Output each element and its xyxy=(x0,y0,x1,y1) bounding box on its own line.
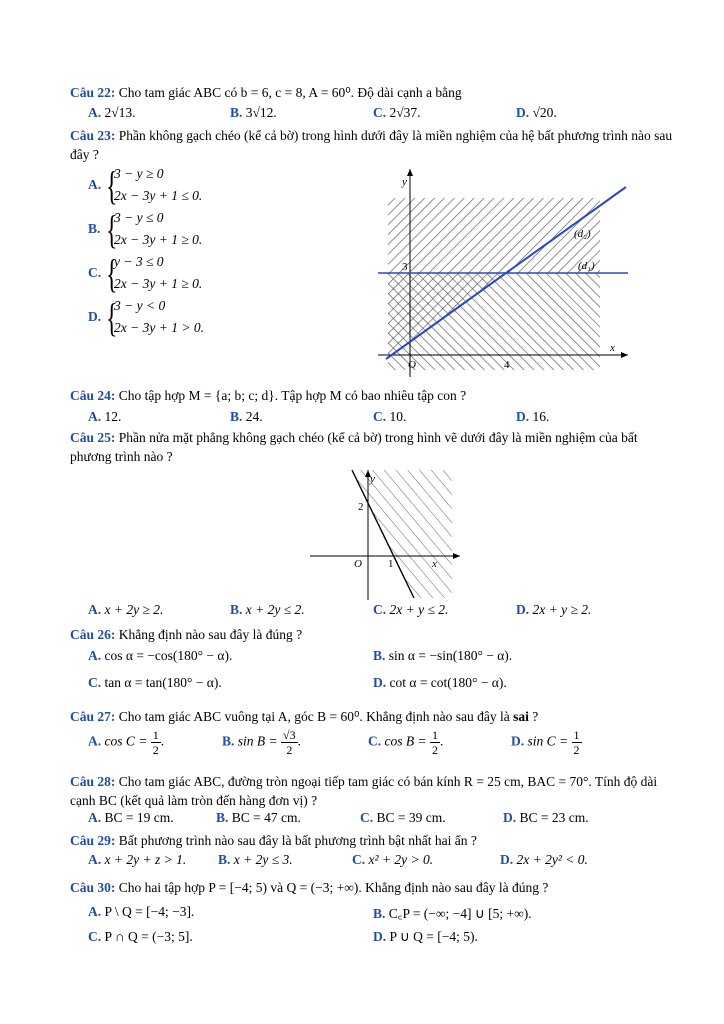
question-25 xyxy=(70,428,674,466)
question-22 xyxy=(70,83,674,102)
option-d[interactable]: D. 2x + 2y² < 0. xyxy=(500,852,588,867)
brace-icon: { xyxy=(106,163,118,208)
hatched-region xyxy=(352,470,452,598)
question-text: Cho tập hợp M = {a; b; c; d}. Tập hợp M có bao nhiêu tập con ? xyxy=(118,388,467,403)
figure-q23 xyxy=(378,165,634,377)
arrow-icon xyxy=(453,553,460,559)
brace-icon: { xyxy=(106,207,118,252)
option-a[interactable]: A. cos C = $\frac{1}{2}$ . xyxy=(88,728,165,757)
option-a[interactable]: A. x + 2y + z > 1. xyxy=(88,852,187,867)
brace-icon: { xyxy=(106,295,118,340)
fraction: $\frac{√3}{2}$ xyxy=(283,728,296,757)
label-origin: O xyxy=(408,359,416,371)
question-23 xyxy=(70,126,674,164)
question-number: Câu 25: xyxy=(70,430,116,445)
option-a[interactable]: A. BC = 19 cm. xyxy=(88,810,174,825)
question-number: Câu 28: xyxy=(70,774,116,789)
option-d[interactable]: D. sin C = $\frac{1}{2}$ xyxy=(511,728,580,757)
question-24 xyxy=(70,386,674,405)
arrow-icon xyxy=(407,169,413,176)
tick-x: 1 xyxy=(388,558,394,570)
question-26 xyxy=(70,625,674,644)
option-a[interactable]: A. 2√13. xyxy=(88,105,136,120)
question-text: Cho tam giác ABC có b = 6, c = 8, A = 60⁰. Độ dài cạnh a bằng xyxy=(118,85,462,100)
option-c[interactable]: C. BC = 39 cm. xyxy=(360,810,446,825)
option-a[interactable]: A. 12. xyxy=(88,409,122,424)
question-30 xyxy=(70,878,674,897)
question-28 xyxy=(70,772,674,810)
question-text: Cho tam giác ABC vuông tại A, góc B = 60⁰. Khẳng định nào sau đây là xyxy=(118,709,514,724)
option-c[interactable]: C. 2√37. xyxy=(373,105,421,120)
option-b[interactable]: B. 24. xyxy=(230,409,263,424)
label-y: y xyxy=(370,473,375,485)
option-b[interactable]: B. BC = 47 cm. xyxy=(216,810,301,825)
label-y: y xyxy=(402,176,407,188)
option-d[interactable]: D. BC = 23 cm. xyxy=(503,810,589,825)
fraction: $\frac{1}{2}$ xyxy=(152,728,159,757)
arrow-icon xyxy=(621,352,628,358)
brace-icon: { xyxy=(106,251,118,296)
tick-y: 2 xyxy=(358,501,364,513)
fraction: $\frac{1}{2}$ xyxy=(431,728,438,757)
question-text: Phần không gạch chéo (kể cả bờ) trong hình dưới đây là miền nghiệm của hệ bất phương trình nào sau đây ? xyxy=(70,128,673,162)
question-number: Câu 23: xyxy=(70,128,116,143)
question-number: Câu 29: xyxy=(70,833,116,848)
option-a[interactable]: A. x + 2y ≥ 2. xyxy=(88,602,164,617)
question-text: Phần nửa mặt phẳng không gạch chéo (kể cả bờ) trong hình vẽ dưới đây là miền nghiệm của bất phương trình nào ? xyxy=(70,430,638,464)
option-b[interactable]: B. x + 2y ≤ 2. xyxy=(230,602,305,617)
label-origin: O xyxy=(354,558,362,570)
figure-q25 xyxy=(310,466,462,602)
question-number: Câu 27: xyxy=(70,709,116,724)
question-number: Câu 22: xyxy=(70,85,116,100)
option-c[interactable]: C. P ∩ Q = (−3; 5]. xyxy=(88,929,193,944)
option-d[interactable]: D. 16. xyxy=(516,409,550,424)
option-c[interactable]: C. x² + 2y > 0. xyxy=(352,852,434,867)
label-x: x xyxy=(432,558,437,570)
option-c[interactable]: C. 10. xyxy=(373,409,407,424)
option-c[interactable]: C. tan α = tan(180° − α). xyxy=(88,675,222,690)
option-b[interactable]: B. sin α = −sin(180° − α). xyxy=(373,648,513,663)
question-number: Câu 26: xyxy=(70,627,116,642)
label-d1: (d₁) xyxy=(578,260,595,272)
question-number: Câu 24: xyxy=(70,388,116,403)
question-number: Câu 30: xyxy=(70,880,116,895)
option-d[interactable]: D. 2x + y ≥ 2. xyxy=(516,602,592,617)
option-a[interactable]: A. cos α = −cos(180° − α). xyxy=(88,648,233,663)
label-x: x xyxy=(610,342,615,354)
option-d[interactable]: D. cot α = cot(180° − α). xyxy=(373,675,507,690)
hatched-region xyxy=(388,198,600,273)
question-text: Cho tam giác ABC, đường tròn ngoại tiếp tam giác có bán kính R = 25 cm, BAC = 70°. Tính độ dài cạnh BC (kết quả làm tròn đến hàng đơn vị) ? xyxy=(70,774,658,808)
tick-y: 3 xyxy=(402,261,408,273)
option-d[interactable]: D. √20. xyxy=(516,105,557,120)
emphasis-text: sai xyxy=(513,709,529,724)
tick-x: 4 xyxy=(504,359,510,371)
option-b[interactable]: B. x + 2y ≤ 3. xyxy=(218,852,293,867)
option-c[interactable]: C. cos B = $\frac{1}{2}$ . xyxy=(368,728,444,757)
option-b[interactable]: B. sin B = $\frac{√3}{2}$ . xyxy=(222,728,301,757)
fraction: $\frac{1}{2}$ xyxy=(573,728,580,757)
option-c[interactable]: C. 2x + y ≤ 2. xyxy=(373,602,449,617)
question-27: Câu 27: Cho tam giác ABC vuông tại A, góc B = 60⁰. Khẳng định nào sau đây là sai ? xyxy=(70,709,539,724)
question-29 xyxy=(70,831,674,850)
option-d[interactable]: D. P ∪ Q = [−4; 5). xyxy=(373,929,478,944)
option-a[interactable]: A. P \ Q = [−4; −3]. xyxy=(88,904,195,919)
question-text: Khẳng định nào sau đây là đúng ? xyxy=(118,627,303,642)
question-text: Cho hai tập hợp P = [−4; 5) và Q = (−3; +∞). Khẳng định nào sau đây là đúng ? xyxy=(118,880,549,895)
option-b[interactable]: B. C꜀P = (−∞; −4] ∪ [5; +∞). xyxy=(373,906,532,921)
label-d2: (d₂) xyxy=(574,228,591,240)
question-text: Bất phương trình nào sau đây là bất phương trình bật nhất hai ẩn ? xyxy=(118,833,477,848)
option-b[interactable]: B. 3√12. xyxy=(230,105,277,120)
